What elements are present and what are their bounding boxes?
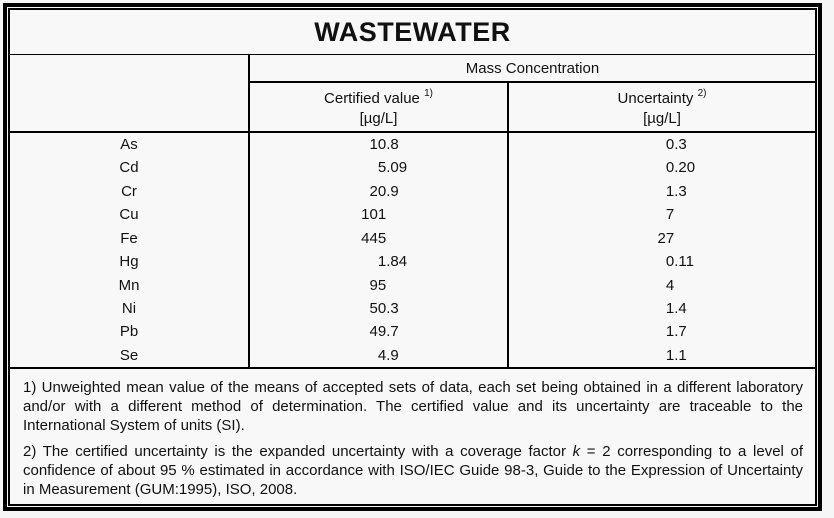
decimal-aligned-value (250, 206, 507, 223)
table-row (10, 203, 815, 226)
empty-corner-cell (10, 55, 249, 132)
integer-part: 5 (377, 159, 387, 177)
uncertainty-value-cell (508, 156, 815, 179)
integer-part: 1 (665, 323, 675, 341)
footnote-2 (23, 442, 803, 499)
footnote-row (10, 368, 815, 504)
element-symbol-cell: Cd (10, 156, 249, 179)
certified-value-cell (249, 320, 508, 343)
uncertainty-value-cell (508, 250, 815, 273)
decimal-aligned-value (250, 159, 507, 176)
certified-value-column-header (249, 82, 508, 131)
fraction-part: .3 (674, 182, 687, 200)
fraction-part (674, 277, 815, 294)
uncertainty-value-cell (508, 180, 815, 203)
mass-concentration-header: Mass Concentration (249, 55, 815, 83)
fraction-part: .1 (674, 346, 687, 364)
decimal-aligned-value (250, 230, 507, 247)
fraction-part (386, 230, 507, 247)
decimal-aligned-value (509, 136, 815, 153)
integer-part: 4 (665, 276, 675, 294)
certified-value-cell (249, 297, 508, 320)
certified-value-unit: [µg/L] (359, 110, 398, 128)
integer-part: 4 (377, 346, 387, 364)
uncertainty-value-cell (508, 132, 815, 156)
element-symbol-cell: Cr (10, 180, 249, 203)
footnotes-cell (10, 368, 815, 504)
certified-value-cell (249, 273, 508, 296)
title-row (10, 10, 815, 55)
table-row (10, 156, 815, 179)
fraction-part: .7 (386, 323, 399, 341)
fraction-part: .9 (386, 182, 399, 200)
certificate-frame-inner (8, 8, 817, 506)
decimal-aligned-value (250, 323, 507, 340)
table-row (10, 273, 815, 296)
certified-value-cell (249, 203, 508, 226)
integer-part: 27 (657, 229, 675, 247)
table-row (10, 250, 815, 273)
fraction-part: .84 (386, 253, 408, 271)
footnote-ref-2: 2) (697, 88, 707, 100)
integer-part: 101 (361, 206, 387, 224)
uncertainty-value-cell (508, 226, 815, 249)
decimal-aligned-value (250, 183, 507, 200)
integer-part: 50 (369, 300, 387, 318)
table-row (10, 344, 815, 368)
element-symbol-cell: Ni (10, 297, 249, 320)
decimal-aligned-value (509, 206, 815, 223)
table-row (10, 320, 815, 343)
fraction-part: .09 (386, 159, 408, 177)
element-symbol-cell: Pb (10, 320, 249, 343)
fraction-part (386, 206, 507, 223)
decimal-aligned-value (250, 136, 507, 153)
certified-value-cell (249, 226, 508, 249)
fraction-part: .3 (386, 300, 399, 318)
uncertainty-value-cell (508, 297, 815, 320)
decimal-aligned-value (509, 277, 815, 294)
certified-value-cell (249, 180, 508, 203)
fraction-part: .8 (386, 135, 399, 153)
certified-value-cell (249, 132, 508, 156)
integer-part: 1 (665, 300, 675, 318)
decimal-aligned-value (250, 300, 507, 317)
table-row (10, 132, 815, 156)
group-header-row (10, 55, 815, 83)
certified-value-cell (249, 344, 508, 368)
integer-part: 0 (665, 135, 675, 153)
uncertainty-value-cell (508, 203, 815, 226)
uncertainty-column-header (508, 82, 815, 131)
decimal-aligned-value (509, 183, 815, 200)
footnote-section (10, 368, 815, 504)
table-header-section (10, 10, 815, 132)
element-symbol-cell: Fe (10, 226, 249, 249)
fraction-part (674, 206, 815, 223)
integer-part: 1 (665, 346, 675, 364)
integer-part: 1 (377, 253, 387, 271)
integer-part: 1 (665, 182, 675, 200)
element-symbol-cell: Se (10, 344, 249, 368)
decimal-aligned-value (509, 230, 815, 247)
decimal-aligned-value (509, 323, 815, 340)
certified-value-label: Certified value (324, 90, 420, 108)
certified-value-cell (249, 156, 508, 179)
uncertainty-value-cell (508, 320, 815, 343)
table-row (10, 180, 815, 203)
integer-part: 0 (665, 253, 675, 271)
decimal-aligned-value (509, 347, 815, 364)
coverage-factor-symbol: k (572, 443, 581, 461)
integer-part: 95 (369, 276, 387, 294)
document-title: WASTEWATER (10, 10, 815, 55)
decimal-aligned-value (250, 277, 507, 294)
fraction-part (674, 230, 815, 247)
fraction-part: .7 (674, 323, 687, 341)
table-body (10, 132, 815, 368)
fraction-part (386, 277, 507, 294)
footnote-2-text-before: 2) The certified uncertainty is the expanded uncertainty with a coverage factor (23, 443, 573, 461)
decimal-aligned-value (509, 300, 815, 317)
table-row (10, 297, 815, 320)
fraction-part: .3 (674, 135, 687, 153)
fraction-part: .4 (674, 300, 687, 318)
element-symbol-cell: Mn (10, 273, 249, 296)
element-symbol-cell: As (10, 132, 249, 156)
element-symbol-cell: Hg (10, 250, 249, 273)
integer-part: 7 (665, 206, 675, 224)
decimal-aligned-value (509, 253, 815, 270)
footnote-ref-1: 1) (424, 88, 433, 100)
footnote-2-text-after: = 2 corresponding to a level of confidence of about 95 % estimated in accordance with ISO/IEC Guide 98-3, Guide to the Expression of Uncertainty in Measurement (GUM:1995), ISO, 2008. (23, 443, 804, 499)
uncertainty-label: Uncertainty (617, 90, 694, 108)
element-symbol-cell: Cu (10, 203, 249, 226)
decimal-aligned-value (250, 253, 507, 270)
certified-value-cell (249, 250, 508, 273)
integer-part: 20 (369, 182, 387, 200)
fraction-part: .9 (386, 346, 399, 364)
integer-part: 0 (665, 159, 675, 177)
footnote-1: 1) Unweighted mean value of the means of accepted sets of data, each set being obtained in a different laboratory and/or with a different method of determination. The certified value and its uncertainty are traceable to the International System of units (SI). (23, 379, 803, 435)
table-row (10, 226, 815, 249)
integer-part: 445 (361, 229, 387, 247)
integer-part: 49 (369, 323, 387, 341)
fraction-part: .11 (674, 253, 694, 271)
uncertainty-unit: [µg/L] (643, 110, 681, 128)
fraction-part: .20 (674, 159, 696, 177)
certificate-frame (3, 3, 822, 511)
integer-part: 10 (369, 135, 387, 153)
uncertainty-value-cell (508, 273, 815, 296)
uncertainty-value-cell (508, 344, 815, 368)
decimal-aligned-value (250, 347, 507, 364)
certified-values-table (10, 10, 815, 504)
decimal-aligned-value (509, 159, 815, 176)
